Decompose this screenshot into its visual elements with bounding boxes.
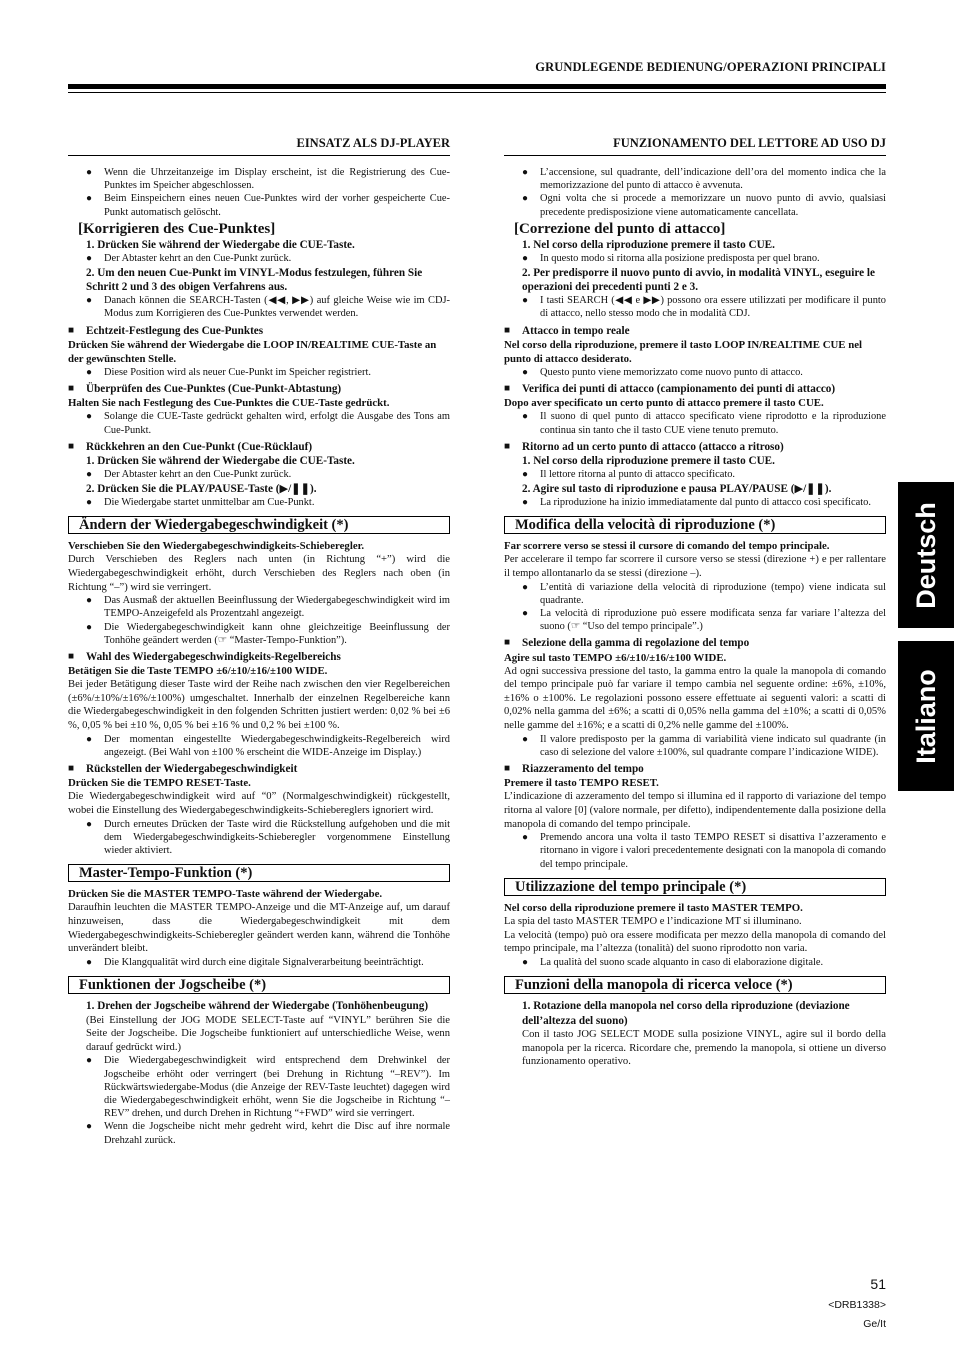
paragraph: Die Wiedergabegeschwindigkeit wird auf “0” (Normalgeschwindigkeit) rückgestellt, wobei die Einstellung des Wiedergabegeschwindigkeits-Schiebereglers ignoriert wird. xyxy=(68,791,450,816)
bullet: ● Ogni volta che si procede a memorizzare un nuovo punto di avvio, qualsiasi precedente predisposizione viene automaticamente cancellata. xyxy=(522,193,886,218)
right-column xyxy=(504,136,886,1069)
step: 1. Drücken Sie während der Wiedergabe die CUE-Taste. xyxy=(86,239,355,252)
paragraph: Durch Verschieben des Reglers nach unten (in Richtung “+”) wird die Wiedergabegeschwindigkeit erhöht, durch Verschieben des Reglers nach oben (in Richtung “–”) wird sie verringert. xyxy=(68,554,450,593)
bullet: ● Il suono di quel punto di attacco specificato viene riprodotto e la riproduzione continua sin tanto che il tasto CUE viene tenuto premuto. xyxy=(522,411,886,436)
instruction: Drücken Sie während der Wiedergabe die LOOP IN/REALTIME CUE-Taste an der gewünschten Stelle. xyxy=(68,338,437,365)
instruction: Dopo aver specificato un certo punto di attacco premere il tasto CUE. xyxy=(504,397,824,410)
bullet: ● La velocità di riproduzione può essere modificata senza far variare l’altezza del suono (☞ “Uso del tempo principale”.) xyxy=(522,608,886,633)
bullet: ● Danach können die SEARCH-Tasten (◀◀, ▶▶) auf gleiche Weise wie im CDJ-Modus zum Korrigieren des Cue-Punktes verwendet werden. xyxy=(86,295,450,320)
section-heading: ■ Verifica dei punti di attacco (campionamento dei punti di attacco) xyxy=(504,383,836,396)
header-rule-thick xyxy=(68,84,886,89)
section-heading: ■ Rückstellen der Wiedergabegeschwindigkeit xyxy=(68,763,298,776)
page-number: 51 xyxy=(870,1276,886,1292)
bullet: ● Questo punto viene memorizzato come nuovo punto di attacco. xyxy=(522,366,803,378)
paragraph: La velocità (tempo) può ora essere modificata per mezzo della manopola di comando del tempo principale, ma l’altezza (tonalità) del suono riprodotto non varia. xyxy=(504,929,886,955)
paragraph: Daraufhin leuchten die MASTER TEMPO-Anzeige und die MT-Anzeige auf, um darauf hinzuweisen, dass die Wiedergabegeschwindigkeit mit dem Wiedergabegeschwindigkeits-Schieberegler geändert werden kann, während die Tonhöhe unverändert bleibt. xyxy=(68,902,450,955)
bullet: ● Der Abtaster kehrt an den Cue-Punkt zurück. xyxy=(86,253,292,265)
boxed-heading: Master-Tempo-Funktion (*) xyxy=(68,864,450,882)
bullet: ● Premendo ancora una volta il tasto TEMPO RESET si disattiva l’azzeramento e ritornano in vigore i valori precedentemente designati con la manopola di comando del tempo principale. xyxy=(522,832,886,870)
subheading: [Korrigieren des Cue-Punktes] xyxy=(78,220,276,237)
paragraph: L’indicazione di azzeramento del tempo si illumina ed il rapporto di variazione del tempo ritorna al valore [0] (valore normale, per difetto), indipendentemente dalla posizione della manopola di comando del tempo principale. xyxy=(504,791,886,830)
step: 1. Nel corso della riproduzione premere il tasto CUE. xyxy=(522,455,775,468)
bullet: ● Das Ausmaß der aktuellen Beeinflussung der Wiedergabegeschwindigkeit wird im TEMPO-Anzeigefeld als Prozentzahl angezeigt. xyxy=(86,595,450,620)
language-tab-italiano: Italiano xyxy=(898,641,954,791)
paragraph: Bei jeder Betätigung dieser Taste wird der Reihe nach zwischen den vier Regelbereichen (±6%/±10%/±16%/±100%) umgeschaltet. Innerhalb der einzelnen Regelbereiche kann die Wiedergabegeschwindigkeit in den folgenden Schritten justiert werden: 0,02 % bei ±6 %, 0,05 % bei ±10 %, 0,05 % bei ±16 % und 0,2 % bei ±100 %. xyxy=(68,679,450,732)
step: 1. Rotazione della manopola nel corso della riproduzione (deviazione dell’altezza del suono) xyxy=(522,1000,850,1027)
paragraph: (Bei Einstellung der JOG MODE SELECT-Taste auf “VINYL” berühren Sie die Seite der Jogscheibe. Die Jogscheibe funktioniert auf unterschiedliche Weise, wenn darauf gedrückt wird.) xyxy=(86,1014,450,1053)
bullet: ● Wenn die Uhrzeitanzeige im Display erscheint, ist die Registrierung des Cue-Punktes im Speicher abgeschlossen. xyxy=(86,167,450,192)
step: 2. Per predisporre il nuovo punto di avvio, in modalità VINYL, eseguire le operazioni dei precedenti punti 2 e 3. xyxy=(522,266,875,293)
boxed-heading: Ändern der Wiedergabegeschwindigkeit (*) xyxy=(68,516,450,534)
subheading: [Correzione del punto di attacco] xyxy=(514,220,726,237)
instruction: Verschieben Sie den Wiedergabegeschwindigkeits-Schieberegler. xyxy=(68,540,365,553)
bullet: ● Die Wiedergabe startet unmittelbar am Cue-Punkt. xyxy=(86,496,315,508)
bullet: ● Solange die CUE-Taste gedrückt gehalten wird, erfolgt die Ausgabe des Tons am Cue-Punkt. xyxy=(86,411,450,436)
instruction: Halten Sie nach Festlegung des Cue-Punktes die CUE-Taste gedrückt. xyxy=(68,397,390,410)
paragraph: Ad ogni successiva pressione del tasto, la gamma entro la quale la manopola di comando del tempo principale può far variare il tempo cambia nel seguente ordine: ±6%, ±10%, ±16% o ±100%. Le regolazioni possono essere effettuate ai seguenti valori: a scatti di 0,02% nella gamma del ±6%; a scatti di 0,05% nella gamma del ±10%; a scatti di 0,05% nelle gamme del ±16%; e a scatti di 0,2% nelle gamme del ±100%. xyxy=(504,665,886,732)
instruction: Drücken Sie die TEMPO RESET-Taste. xyxy=(68,777,251,790)
bullet: ● Wenn die Jogscheibe nicht mehr gedreht wird, kehrt die Disc auf ihre normale Drehzahl zurück. xyxy=(86,1121,450,1146)
bullet: ● Il valore predisposto per la gamma di variabilità viene indicato sul quadrante (in caso di selezione del valore ±100%, sul quadrante compare l’indicazione WIDE). xyxy=(522,733,886,758)
header-title: GRUNDLEGENDE BEDIENUNG/OPERAZIONI PRINCIPALI xyxy=(535,60,886,74)
bullet: ● Il lettore ritorna al punto di attacco specificato. xyxy=(522,469,736,481)
section-heading: ■ Echtzeit-Festlegung des Cue-Punktes xyxy=(68,324,264,337)
bullet: ● Durch erneutes Drücken der Taste wird die Rückstellung aufgehoben und die mit dem Wiedergabegeschwindigkeits-Schieberegler vorgenommene Einstellung wieder aktiviert. xyxy=(86,818,450,856)
bullet: ● Der Abtaster kehrt an den Cue-Punkt zurück. xyxy=(86,469,292,481)
language-code: Ge/It xyxy=(863,1318,886,1330)
left-column-title: EINSATZ ALS DJ-PLAYER xyxy=(68,136,450,156)
instruction: Premere il tasto TEMPO RESET. xyxy=(504,777,659,790)
instruction: Nel corso della riproduzione premere il tasto MASTER TEMPO. xyxy=(504,902,803,915)
right-column-title: FUNZIONAMENTO DEL LETTORE AD USO DJ xyxy=(504,136,886,156)
section-heading: ■ Riazzeramento del tempo xyxy=(504,763,644,776)
bullet: ● Beim Einspeichern eines neuen Cue-Punktes wird der vorher gespeicherte Cue-Punkt automatisch gelöscht. xyxy=(86,193,450,218)
bullet: ● I tasti SEARCH (◀◀ e ▶▶) possono ora essere utilizzati per modificare il punto di attacco, nello stesso modo che in modalità CDJ. xyxy=(522,295,886,320)
boxed-heading: Funzioni della manopola di ricerca veloce (*) xyxy=(504,976,886,994)
bullet: ● Diese Position wird als neuer Cue-Punkt im Speicher registriert. xyxy=(86,366,371,378)
bullet: ● La riproduzione ha inizio immediatamente dal punto di attacco così specificato. xyxy=(522,496,871,508)
instruction: Nel corso della riproduzione, premere il tasto LOOP IN/REALTIME CUE nel punto di attacco desiderato. xyxy=(504,338,862,365)
step: 2. Agire sul tasto di riproduzione e pausa PLAY/PAUSE (▶/❚❚). xyxy=(522,482,832,495)
boxed-heading: Utilizzazione del tempo principale (*) xyxy=(504,878,886,896)
boxed-heading: Funktionen der Jogscheibe (*) xyxy=(68,976,450,994)
document-code: <DRB1338> xyxy=(828,1299,886,1311)
section-heading: ■ Attacco in tempo reale xyxy=(504,324,630,337)
instruction: Far scorrere verso se stessi il cursore di comando del tempo principale. xyxy=(504,540,830,553)
instruction: Betätigen Sie die Taste TEMPO ±6/±10/±16/±100 WIDE. xyxy=(68,665,328,678)
bullet: ● In questo modo si ritorna alla posizione predisposta per quel brano. xyxy=(522,253,820,265)
step: 2. Um den neuen Cue-Punkt im VINYL-Modus festzulegen, führen Sie Schritt 2 und 3 des obigen Verfahrens aus. xyxy=(86,266,423,293)
bullet: ● Der momentan eingestellte Wiedergabegeschwindigkeits-Regelbereich wird angezeigt. (Bei Wahl von ±100 % erscheint die WIDE-Anzeige im Display.) xyxy=(86,733,450,758)
language-tab-deutsch: Deutsch xyxy=(898,482,954,628)
step: 2. Drücken Sie die PLAY/PAUSE-Taste (▶/❚❚). xyxy=(86,482,317,495)
bullet: ● La qualità del suono scade alquanto in caso di elaborazione digitale. xyxy=(522,956,824,968)
bullet: ● Die Wiedergabegeschwindigkeit kann ohne gleichzeitige Beeinflussung der Tonhöhe geändert werden (☞ “Master-Tempo-Funktion”). xyxy=(86,621,450,646)
section-heading: ■ Wahl des Wiedergabegeschwindigkeits-Regelbereichs xyxy=(68,651,341,663)
bullet: ● L’accensione, sul quadrante, dell’indicazione dell’ora del momento indica che la memorizzazione del punto di attacco è avvenuta. xyxy=(522,167,886,192)
bullet: ● Die Klangqualität wird durch eine digitale Signalverarbeitung beeinträchtigt. xyxy=(86,956,424,968)
section-heading: ■ Rückkehren an den Cue-Punkt (Cue-Rücklauf) xyxy=(68,440,313,453)
paragraph: Con il tasto JOG SELECT MODE sulla posizione VINYL, agire sul il bordo della manopola per la ricerca. Ricordare che, premendo la manopola, si ottiene un diverso funzionamento operativo. xyxy=(522,1028,886,1068)
step: 1. Drücken Sie während der Wiedergabe die CUE-Taste. xyxy=(86,455,355,468)
header-rule-thin xyxy=(68,92,886,93)
bullet: ● Die Wiedergabegeschwindigkeit wird entsprechend dem Drehwinkel der Jogscheibe erhöht oder verringert (bei Drehung in Richtung “–REV”). Im Rückwärtswiedergabe-Modus (die Anzeige der REV-Taste leuchtet) dagegen wird die Wiedergabegeschwindigkeit erhöht, wenn Sie die Jogscheibe in Richtung “–REV” drehen, und durch Drehen in Richtung “+FWD” wird sie verringert. xyxy=(86,1055,450,1120)
boxed-heading: Modifica della velocità di riproduzione (*) xyxy=(504,516,886,534)
left-column xyxy=(68,136,450,1147)
instruction: Drücken Sie die MASTER TEMPO-Taste während der Wiedergabe. xyxy=(68,888,383,901)
section-heading: ■ Selezione della gamma di regolazione del tempo xyxy=(504,637,750,650)
instruction: Agire sul tasto TEMPO ±6/±10/±16/±100 WIDE. xyxy=(504,651,727,664)
section-heading: ■ Ritorno ad un certo punto di attacco (attacco a ritroso) xyxy=(504,440,784,453)
paragraph: Per accelerare il tempo far scorrere il cursore verso se stessi (direzione +) e per rallentare il tempo allontanarlo da se stessi (direzione –). xyxy=(504,554,886,579)
bullet: ● L’entità di variazione della velocità di riproduzione (tempo) viene indicata sul quadrante. xyxy=(522,581,886,606)
step: 1. Drehen der Jogscheibe während der Wiedergabe (Tonhöhenbeugung) xyxy=(86,1000,429,1013)
paragraph: La spia del tasto MASTER TEMPO e l’indicazione MT si illuminano. xyxy=(504,916,802,928)
section-heading: ■ Überprüfen des Cue-Punktes (Cue-Punkt-Abtastung) xyxy=(68,383,342,396)
step: 1. Nel corso della riproduzione premere il tasto CUE. xyxy=(522,239,775,252)
